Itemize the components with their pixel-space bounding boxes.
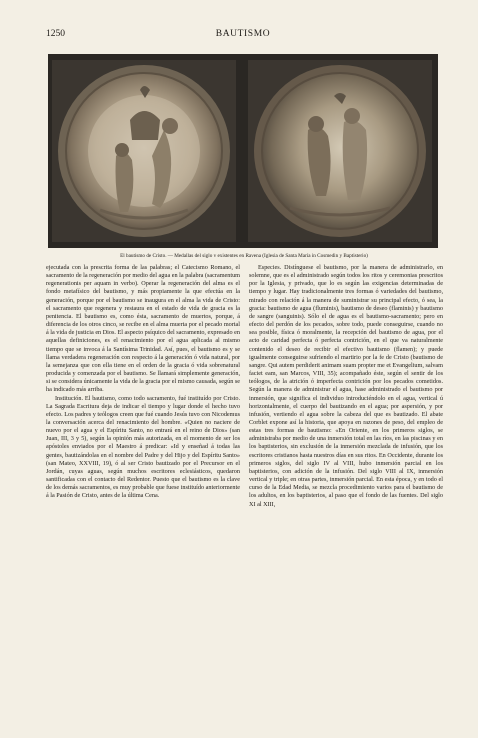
paragraph: Institución. El bautismo, como todo sacramento, fué instituído por Cristo. La Sagrada Escritura deja de indicar el tiempo y lugar donde el hecho tuvo efecto. Los padres y teólogos creen que fué cuando Jesús tuvo con Nicodemus la conversación acerca del renacimiento del hombre. «Quien no naciere de nuevo por el agua y el Espíritu Santo, no entrará en el reino de Dios» (san Juan, III, 3 y 5), según la opinión más autorizada, en el momento de ser los apóstoles enviados por el Maestro á predicar: «Id y enseñad á todas las gentes, bautizándolas en el nombre del Padre y del Hijo y del Espíritu Santo» (san Mateo, XXVIII, 19), ó al ser Cristo bautizado por el Precursor en el Jordán, cuyas aguas, según muchos escritores eclesiásticos, quedaron santificadas con el contacto del Redentor. Puesto que el bautismo es la clave de los demás sacramentos, es muy probable que fuese instituído anteriormente á la Pasión de Cristo, antes de la última Cena. <box>46 394 240 500</box>
paragraph: ejecutada con la prescrita forma de las palabras; el Catecismo Romano, el sacramento de la regeneración por medio del agua en la palabra (sacramentum regenerationis per aquam in verbo). Operar la regeneración del alma es el fondo metafísico del bautismo, y más propiamente la que efectúa en la generación, porque por el bautismo se inaugura en el alma la vida de Cristo: el sacramento que regenera y restaura en el estado de vida de gracia es la penitencia. El bautismo es, como ésta, sacramento de muertos, porque, á diferencia de los otros cinco, se recibe en el alma muerta por el pecado mortal á la vida de justicia en Dios. El aspecto psíquico del sacramento, expresado en aquellas definiciones, es el renacimiento por el agua aplicada al mismo tiempo que se invoca á la Santísima Trinidad. Así, pues, el bautismo es y se llama verdadera regeneración con respecto á la generación ó vida natural, por la semejanza que con ella tiene en el orden de la gracia ó vida sobrenatural producida y comenzada por el bautismo. Se llamará simplemente generación, si se considera únicamente la vida de la gracia por el mismo causada, según se ha indicado más arriba. <box>46 264 240 394</box>
paragraph: Especies. Distínguese el bautismo, por la manera de administrarlo, en solemne, que es el administrado según todos los ritos y ceremonias prescritos por la Iglesia, y privado, que lo es según las exigencias determinadas de tiempo y lugar. Hay tradicionalmente tres formas ó variedades del bautismo, mirado con relación á la manera de suministrar su principal efecto, ó sea, la gracia: bautismo de agua (fluminis), bautismo de deseo (flaminis) y bautismo de sangre (sanguinis). Sólo el de agua es el bautismo-sacramento; pero en efecto del perdón de los pecados, sobre todo, puede conseguirse, cuando no sea posible, física ó moralmente, la recepción del bautismo de agua, por el acto de caridad perfecta ó perfecta contrición, en el que va naturalmente contenido el deseo de recibir el efectivo bautismo (flamen); y puede igualmente conseguirse sufriendo el martirio por la fe de Cristo (bautismo de sangre. Qui autem perdiderit animam suam propter me et Evangelium, salvam faciet eam, san Marcos, VIII, 35); acompañado éste, según el sentir de los teólogos, de la atrición ó imperfecta contrición por los pecados cometidos. Según la manera de administrar el agua, hase administrado el bautismo por inmersión, que significa el individuo introduciéndolo en el agua, vertical ú horizontalmente, el cuerpo del bautizando en el agua; por aspersión, y por infusión, vertiendo el agua sobre la cabeza del que es bautizado. El abate Corblet expone así la historia, que apoya en razones de peso, del empleo de estas tres formas de bautismo: «En Oriente, en los primeros siglos, se administraba por medio de una inmersión total en las ríos, en las piscinas y en los baptisterios, sin exclusión de la inmersión mezclada de infusión, que los escritores cristianos hasta nuestros días en sus ritos. En Occidente, durante los primeros siglos, del siglo IV al VIII, hubo inmersión parcial en los baptisterios, con adición de la infusión. Del siglo VIII al IX, inmersión vertical y triple; en otras partes, inmersión parcial. En esta época, y en todo el curso de la Edad Media, se mezcla procedimiento varios para el bautismo de los adultos, en los baptisterios, al paso que el fondo de las fuentes. Del siglo XI al XIII, <box>249 264 443 508</box>
page-header <box>46 28 440 40</box>
medallion-photo-right <box>248 60 432 242</box>
medallion-photo-left <box>52 60 236 242</box>
running-title: BAUTISMO <box>215 29 271 39</box>
medallion-left-image <box>52 60 236 242</box>
text-column-left <box>46 264 240 501</box>
figure-plate <box>48 54 438 248</box>
text-column-right <box>249 264 443 509</box>
page-number: 1250 <box>46 29 65 39</box>
medallion-right-image <box>248 60 432 242</box>
figure-caption: El bautismo de Cristo. — Medallas del siglo v existentes en Ravena (Iglesia de Santa María in Cosmedin y Baptisterio) <box>120 253 368 259</box>
